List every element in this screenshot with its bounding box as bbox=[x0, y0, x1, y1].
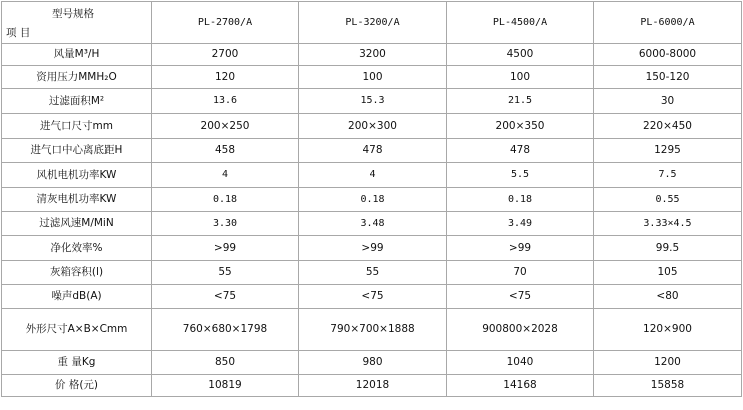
model-header: PL-2700/A bbox=[152, 2, 299, 44]
value-cell: 900800×2028 bbox=[447, 309, 594, 351]
value-cell: >99 bbox=[447, 236, 594, 261]
value-cell: 3.48 bbox=[299, 212, 447, 236]
table-row bbox=[2, 44, 742, 66]
value-cell: 200×300 bbox=[299, 114, 447, 139]
value-cell: 0.18 bbox=[447, 188, 594, 212]
value-cell: 55 bbox=[299, 261, 447, 285]
value-cell: 1295 bbox=[594, 139, 742, 163]
corner-top-label: 型号规格 bbox=[52, 7, 94, 20]
value-cell: 458 bbox=[152, 139, 299, 163]
value-cell: 4 bbox=[299, 163, 447, 188]
table-row bbox=[2, 66, 742, 89]
value-cell: 3200 bbox=[299, 44, 447, 66]
param-label: 过滤面积M² bbox=[2, 89, 152, 114]
value-cell: 105 bbox=[594, 261, 742, 285]
value-cell: 7.5 bbox=[594, 163, 742, 188]
value-cell: 200×250 bbox=[152, 114, 299, 139]
value-cell: 14168 bbox=[447, 375, 594, 397]
param-label: 资用压力MMH₂O bbox=[2, 66, 152, 89]
value-cell: <80 bbox=[594, 285, 742, 309]
param-label: 过滤风速M/MiN bbox=[2, 212, 152, 236]
table-row bbox=[2, 375, 742, 397]
value-cell: 6000-8000 bbox=[594, 44, 742, 66]
value-cell: 4500 bbox=[447, 44, 594, 66]
param-label: 进气口尺寸mm bbox=[2, 114, 152, 139]
table-row bbox=[2, 285, 742, 309]
value-cell: 100 bbox=[447, 66, 594, 89]
value-cell: 30 bbox=[594, 89, 742, 114]
value-cell: 2700 bbox=[152, 44, 299, 66]
value-cell: 478 bbox=[299, 139, 447, 163]
value-cell: 99.5 bbox=[594, 236, 742, 261]
value-cell: 760×680×1798 bbox=[152, 309, 299, 351]
value-cell: 3.30 bbox=[152, 212, 299, 236]
table-row bbox=[2, 309, 742, 351]
value-cell: 120 bbox=[152, 66, 299, 89]
value-cell: 21.5 bbox=[447, 89, 594, 114]
value-cell: 3.49 bbox=[447, 212, 594, 236]
corner-bottom-label: 项 目 bbox=[6, 26, 31, 39]
value-cell: 70 bbox=[447, 261, 594, 285]
value-cell: <75 bbox=[152, 285, 299, 309]
corner-cell bbox=[2, 2, 152, 44]
param-label: 净化效率% bbox=[2, 236, 152, 261]
model-header: PL-4500/A bbox=[447, 2, 594, 44]
value-cell: <75 bbox=[447, 285, 594, 309]
value-cell: 0.18 bbox=[299, 188, 447, 212]
value-cell: 850 bbox=[152, 351, 299, 375]
value-cell: 10819 bbox=[152, 375, 299, 397]
value-cell: 790×700×1888 bbox=[299, 309, 447, 351]
value-cell: 100 bbox=[299, 66, 447, 89]
value-cell: 980 bbox=[299, 351, 447, 375]
spec-table bbox=[1, 1, 742, 397]
table-row bbox=[2, 114, 742, 139]
table-row bbox=[2, 351, 742, 375]
model-header: PL-6000/A bbox=[594, 2, 742, 44]
model-header: PL-3200/A bbox=[299, 2, 447, 44]
param-label: 灰箱容积(l) bbox=[2, 261, 152, 285]
table-row bbox=[2, 212, 742, 236]
value-cell: 120×900 bbox=[594, 309, 742, 351]
value-cell: 12018 bbox=[299, 375, 447, 397]
value-cell: 1200 bbox=[594, 351, 742, 375]
value-cell: 200×350 bbox=[447, 114, 594, 139]
param-label: 重 量Kg bbox=[2, 351, 152, 375]
value-cell: 4 bbox=[152, 163, 299, 188]
value-cell: >99 bbox=[299, 236, 447, 261]
value-cell: 150-120 bbox=[594, 66, 742, 89]
value-cell: 0.18 bbox=[152, 188, 299, 212]
param-label: 风机电机功率KW bbox=[2, 163, 152, 188]
table-row bbox=[2, 163, 742, 188]
param-label: 清灰电机功率KW bbox=[2, 188, 152, 212]
param-label: 进气口中心离底距H bbox=[2, 139, 152, 163]
value-cell: 5.5 bbox=[447, 163, 594, 188]
table-row bbox=[2, 261, 742, 285]
value-cell: 0.55 bbox=[594, 188, 742, 212]
value-cell: 478 bbox=[447, 139, 594, 163]
value-cell: <75 bbox=[299, 285, 447, 309]
table-row bbox=[2, 89, 742, 114]
table-row bbox=[2, 139, 742, 163]
value-cell: 3.33×4.5 bbox=[594, 212, 742, 236]
param-label: 噪声dB(A) bbox=[2, 285, 152, 309]
header-row bbox=[2, 2, 742, 44]
table-row bbox=[2, 236, 742, 261]
param-label: 风量M³/H bbox=[2, 44, 152, 66]
value-cell: 15858 bbox=[594, 375, 742, 397]
value-cell: 1040 bbox=[447, 351, 594, 375]
value-cell: 220×450 bbox=[594, 114, 742, 139]
value-cell: 55 bbox=[152, 261, 299, 285]
param-label: 价 格(元) bbox=[2, 375, 152, 397]
value-cell: 15.3 bbox=[299, 89, 447, 114]
value-cell: >99 bbox=[152, 236, 299, 261]
param-label: 外形尺寸A×B×Cmm bbox=[2, 309, 152, 351]
table-row bbox=[2, 188, 742, 212]
value-cell: 13.6 bbox=[152, 89, 299, 114]
